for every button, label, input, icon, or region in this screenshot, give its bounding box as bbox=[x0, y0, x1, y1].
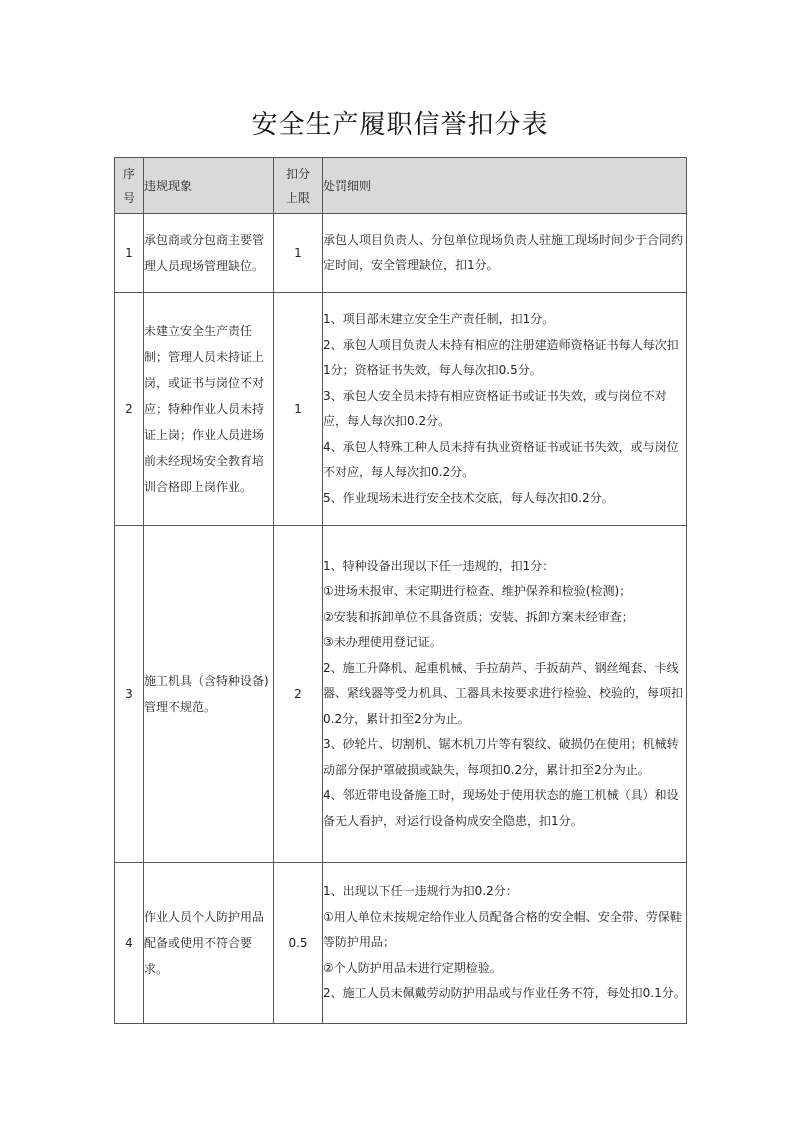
detail-line: 1、出现以下任一违规行为扣0.2分： bbox=[323, 884, 518, 899]
header-rules: 处罚细则 bbox=[323, 158, 687, 214]
table-header-row bbox=[115, 158, 687, 214]
detail-line: 承包人项目负责人、分包单位现场负责人驻施工现场时间少于合同约定时间，安全管理缺位，扣1分。 bbox=[323, 232, 684, 272]
detail-line: 4、承包人特殊工种人员未持有执业资格证书或证书失效，或与岗位不对应，每人每次扣0.2分。 bbox=[323, 439, 679, 479]
row-violation: 承包商或分包商主要管理人员现场管理缺位。 bbox=[144, 214, 274, 293]
detail-line: 3、砂轮片、切割机、锯木机刀片等有裂纹、破损仍在使用；机械转动部分保护罩破损或缺失，每项扣0.2分，累计扣至2分为止。 bbox=[323, 737, 679, 777]
table-row bbox=[115, 863, 687, 1024]
row-serial: 2 bbox=[115, 293, 144, 526]
detail-line: 1、项目部未建立安全生产责任制，扣1分。 bbox=[323, 312, 555, 326]
page-title: 安全生产履职信誉扣分表 bbox=[251, 110, 549, 140]
row-details bbox=[323, 293, 687, 526]
header-deduct-limit: 扣分 上限 bbox=[274, 158, 323, 214]
row-serial: 3 bbox=[115, 526, 144, 863]
detail-line: 2、施工人员未佩戴劳动防护用品或与作业任务不符，每处扣0.1分。 bbox=[323, 986, 686, 1001]
row-violation: 未建立安全生产责任制；管理人员未持证上岗，或证书与岗位不对应；特种作业人员未持证上岗；作业人员进场前未经现场安全教育培训合格即上岗作业。 bbox=[144, 293, 274, 526]
row-violation: 施工机具（含特种设备)管理不规范。 bbox=[144, 526, 274, 863]
row-limit: 1 bbox=[274, 293, 323, 526]
row-limit: 0.5 bbox=[274, 863, 323, 1024]
detail-line: 1、特种设备出现以下任一违规的，扣1分： bbox=[323, 558, 555, 573]
detail-line: 4、邻近带电设备施工时，现场处于使用状态的施工机械（具）和设备无人看护，对运行设备构成安全隐患，扣1分。 bbox=[323, 788, 679, 828]
table-row bbox=[115, 293, 687, 526]
table-row bbox=[115, 214, 687, 293]
row-details bbox=[323, 214, 687, 293]
detail-line: 2、承包人项目负责人未持有相应的注册建造师资格证书每人每次扣1分；资格证书失效，每人每次扣0.5分。 bbox=[323, 337, 679, 377]
row-limit: 1 bbox=[274, 214, 323, 293]
detail-line: ③未办理使用登记证。 bbox=[323, 635, 442, 650]
row-details bbox=[323, 526, 687, 863]
detail-line: ①用人单位未按规定给作业人员配备合格的安全帽、安全带、劳保鞋等防护用品； bbox=[323, 909, 682, 950]
row-serial: 4 bbox=[115, 863, 144, 1024]
detail-line: 2、施工升降机、起重机械、手拉葫芦、手扳葫芦、钢丝绳套、卡线器、紧线器等受力机具、工器具未按要求进行检验、校验的，每项扣0.2分，累计扣至2分为止。 bbox=[323, 660, 684, 726]
detail-line: ②安装和拆卸单位不具备资质；安装、拆卸方案未经审查； bbox=[323, 609, 634, 624]
header-violation: 违规现象 bbox=[144, 158, 274, 214]
row-violation: 作业人员个人防护用品配备或使用不符合要求。 bbox=[144, 863, 274, 1024]
detail-line: ②个人防护用品未进行定期检验。 bbox=[323, 960, 502, 975]
detail-line: ①进场未报审、未定期进行检查、维护保养和检验(检测)； bbox=[323, 584, 632, 599]
detail-line: 3、承包人安全员未持有相应资格证书或证书失效，或与岗位不对应，每人每次扣0.2分。 bbox=[323, 388, 667, 428]
deduction-table bbox=[114, 157, 687, 1024]
row-details bbox=[323, 863, 687, 1024]
row-serial: 1 bbox=[115, 214, 144, 293]
detail-line: 5、作业现场未进行安全技术交底，每人每次扣0.2分。 bbox=[323, 490, 614, 505]
row-limit: 2 bbox=[274, 526, 323, 863]
header-serial: 序 号 bbox=[115, 158, 144, 214]
table-row bbox=[115, 526, 687, 863]
